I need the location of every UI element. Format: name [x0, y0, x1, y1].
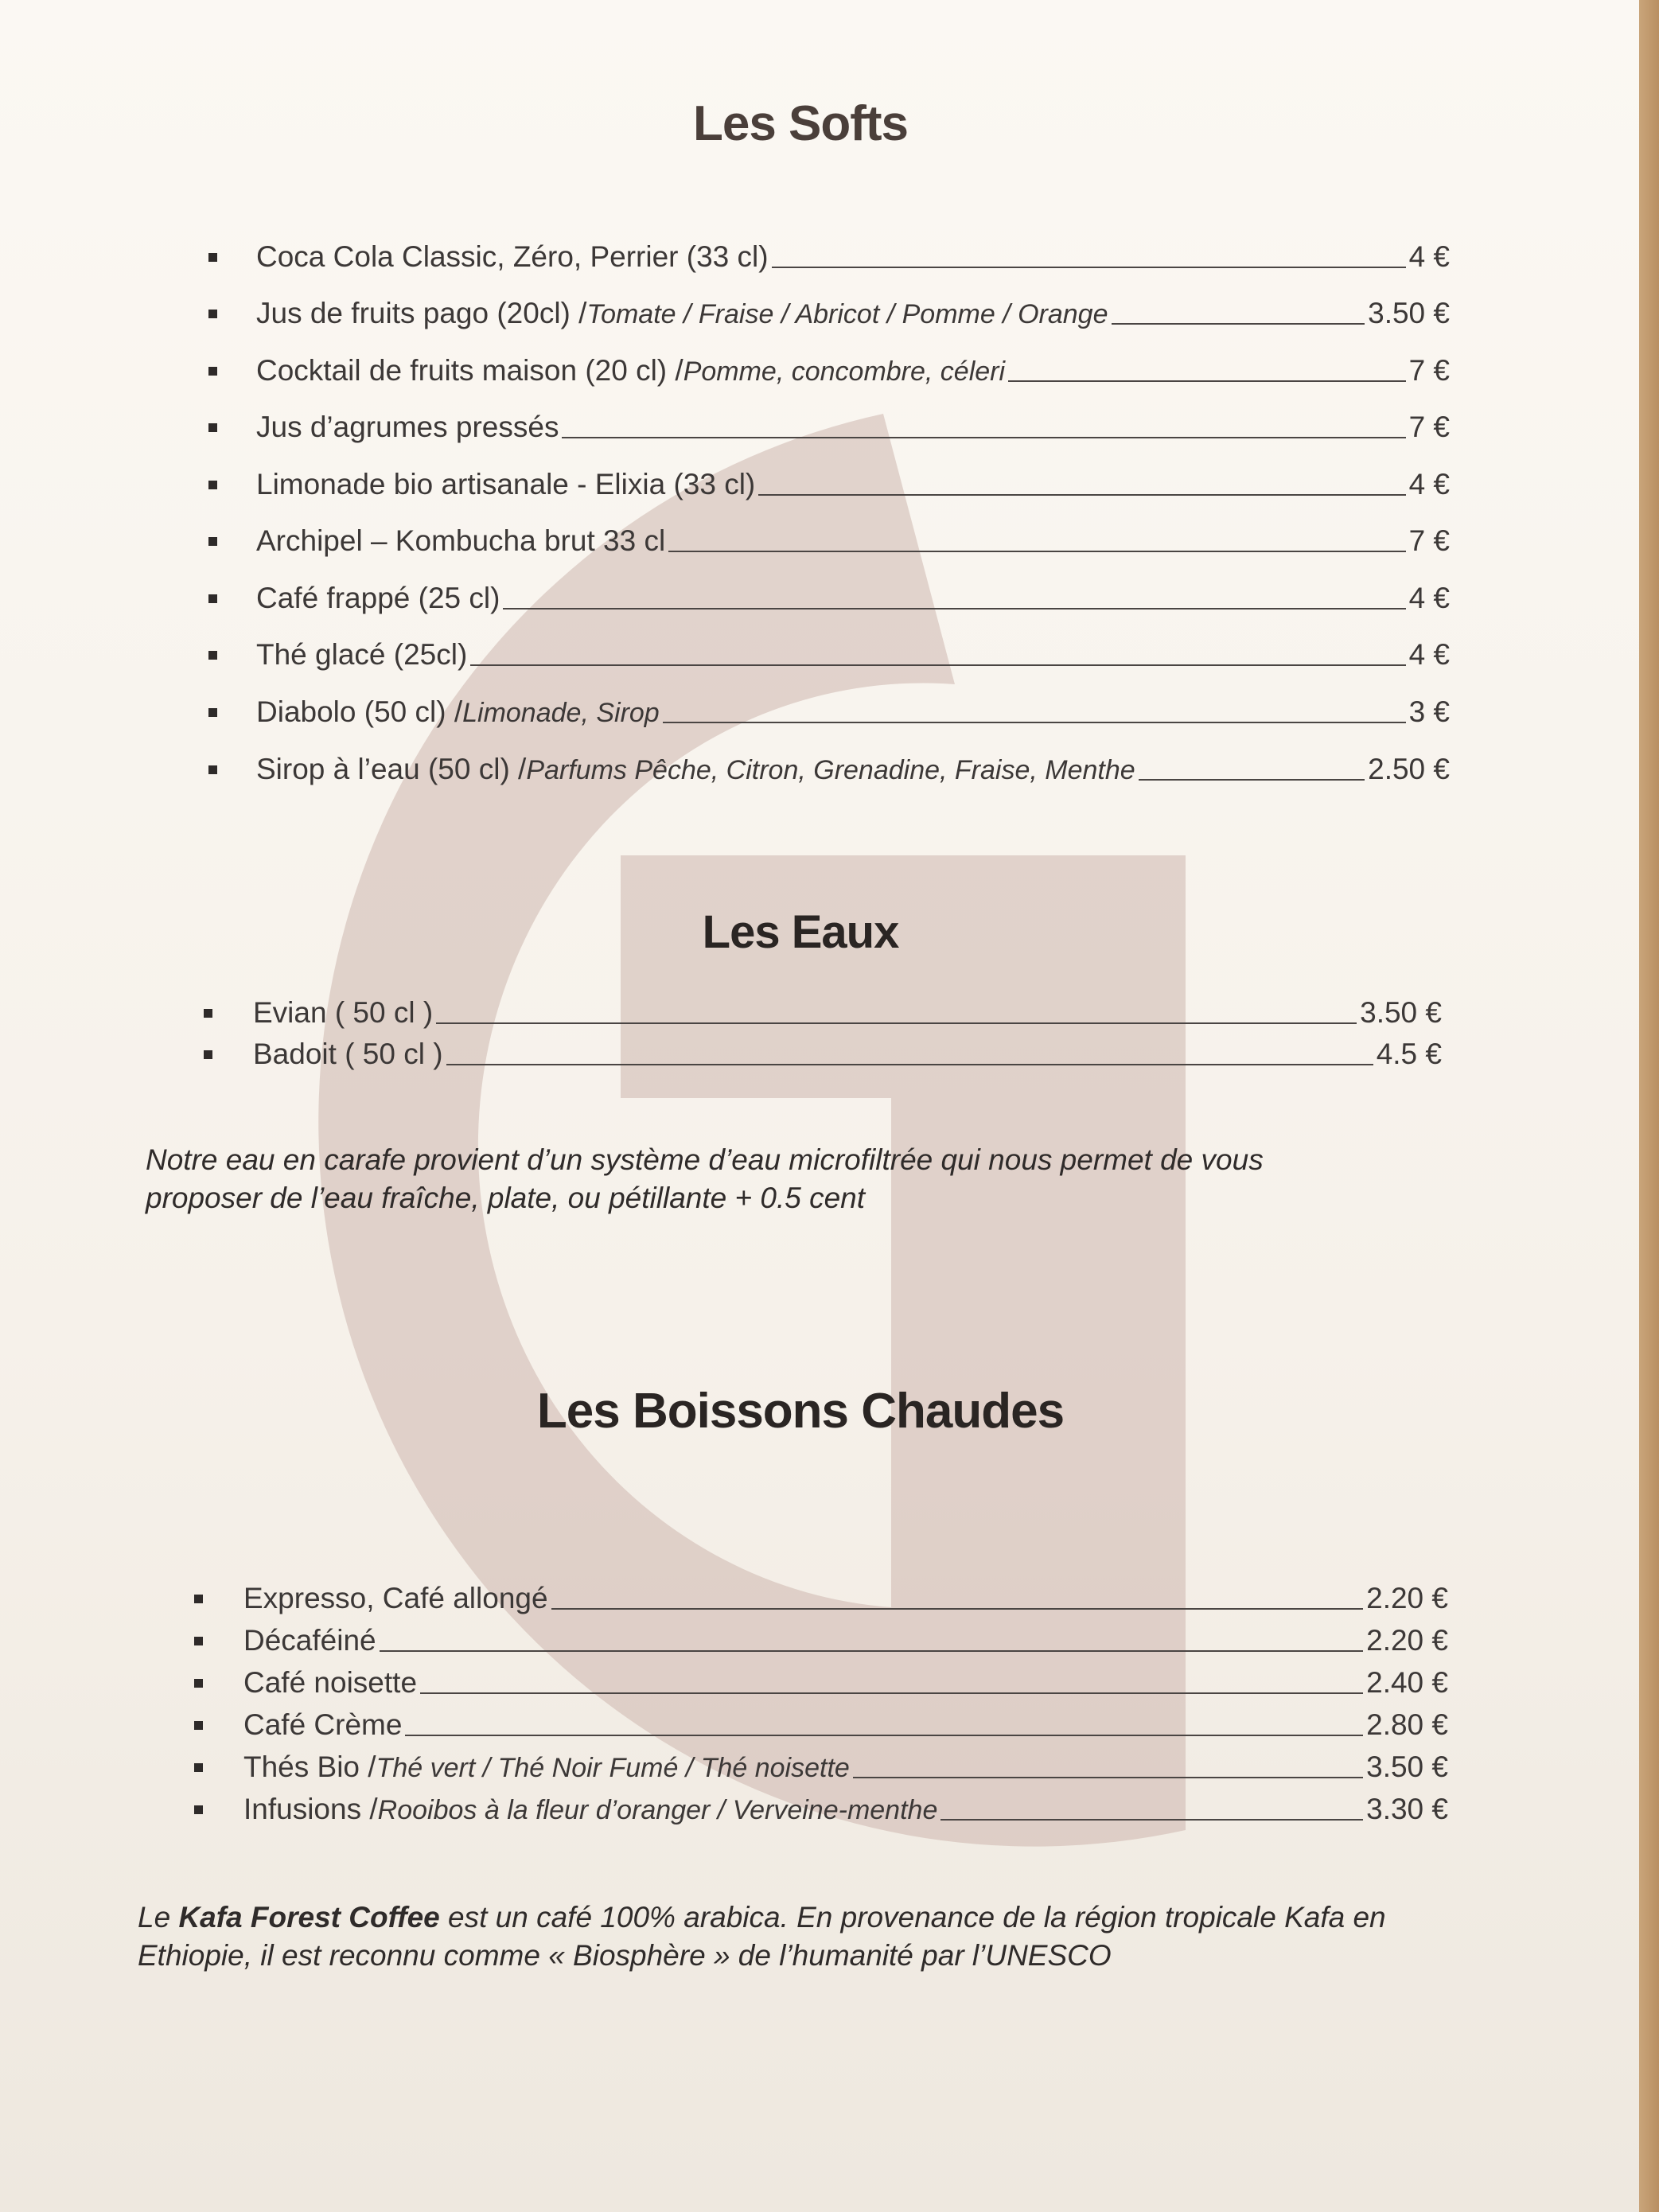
menu-item-price: 4 € [1408, 638, 1450, 671]
menu-item-price: 3.50 € [1366, 1751, 1448, 1783]
menu-item-price: 7 € [1408, 524, 1450, 557]
menu-item-name: Evian ( 50 cl ) [253, 996, 434, 1029]
bullet-icon [204, 1050, 212, 1059]
menu-item [253, 1039, 1442, 1069]
dot-leader-line [1112, 323, 1365, 325]
menu-item-price: 4 € [1408, 240, 1450, 273]
dot-leader-line [772, 267, 1406, 268]
menu-item [243, 1583, 1448, 1613]
menu-item-name: Diabolo (50 cl) / [256, 695, 463, 728]
menu-item-price: 4 € [1408, 468, 1450, 500]
dot-leader-line [551, 1608, 1364, 1610]
menu-item-name: Cocktail de fruits maison (20 cl) / [256, 354, 683, 387]
menu-item [256, 412, 1450, 442]
menu-item-name: Sirop à l’eau (50 cl) / [256, 753, 527, 785]
menu-item-detail: Thé vert / Thé Noir Fumé / Thé noisette [376, 1753, 850, 1783]
menu-item-name: Jus d’agrumes pressés [256, 411, 559, 443]
menu-item [256, 242, 1450, 271]
menu-item [243, 1794, 1448, 1824]
menu-item-price: 2.80 € [1366, 1708, 1448, 1741]
menu-item [256, 356, 1450, 385]
dot-leader-line [668, 551, 1405, 552]
dot-leader-line [503, 608, 1405, 609]
bullet-icon [208, 708, 217, 717]
menu-item [256, 640, 1450, 669]
dot-leader-line [405, 1735, 1363, 1736]
menu-item [243, 1668, 1448, 1697]
menu-item-name: Thé glacé (25cl) [256, 638, 468, 671]
dot-leader-line [853, 1777, 1363, 1778]
bullet-icon [194, 1763, 203, 1772]
menu-item-name: Décaféiné [243, 1624, 376, 1657]
menu-item [256, 754, 1450, 784]
menu-item [253, 998, 1442, 1027]
menu-item-detail: Rooibos à la fleur d’oranger / Verveine-menthe [377, 1795, 938, 1825]
menu-item-name: Jus de fruits pago (20cl) / [256, 297, 587, 329]
coffee-note-rest: est un café 100% arabica. En provenance de la région tropicale Kafa en [439, 1901, 1386, 1934]
menu-item-name: Limonade bio artisanale - Elixia (33 cl) [256, 468, 756, 500]
menu-item [243, 1752, 1448, 1782]
menu-item-name: Thés Bio / [243, 1751, 376, 1783]
dot-leader-line [758, 494, 1405, 496]
bullet-icon [208, 537, 217, 546]
dot-leader-line [940, 1819, 1363, 1821]
coffee-brand: Kafa Forest Coffee [178, 1901, 440, 1934]
menu-item-price: 7 € [1408, 354, 1450, 387]
menu-item-name: Café frappé (25 cl) [256, 582, 500, 614]
water-note-line-2: proposer de l’eau fraîche, plate, ou pétillante + 0.5 cent [146, 1182, 866, 1214]
bullet-icon [208, 423, 217, 432]
menu-item-price: 2.20 € [1366, 1582, 1448, 1614]
menu-item-price: 2.50 € [1368, 753, 1450, 785]
dot-leader-line [446, 1064, 1373, 1065]
bullet-icon [208, 594, 217, 603]
section-title-chaudes: Les Boissons Chaudes [536, 1384, 1065, 1439]
menu-item-price: 3.50 € [1368, 297, 1450, 329]
bullet-icon [208, 367, 217, 376]
menu-item-name: Expresso, Café allongé [243, 1582, 548, 1614]
menu-item [256, 697, 1450, 726]
menu-item-detail: Pomme, concombre, céleri [683, 356, 1006, 387]
bullet-icon [208, 481, 217, 489]
water-note [146, 1141, 1264, 1217]
dot-leader-line [1139, 779, 1365, 781]
menu-item [256, 583, 1450, 613]
menu-item-name: Café Crème [243, 1708, 403, 1741]
wooden-table-edge [1639, 0, 1659, 2212]
bullet-icon [194, 1595, 203, 1603]
coffee-note-line-2: Ethiopie, il est reconnu comme « Biosphère » de l’humanité par l’UNESCO [138, 1939, 1112, 1972]
menu-item [243, 1626, 1448, 1655]
menu-item-detail: Parfums Pêche, Citron, Grenadine, Fraise, Menthe [526, 755, 1135, 785]
dot-leader-line [1008, 380, 1406, 382]
coffee-note-line-1 [138, 1899, 1386, 1937]
bullet-icon [204, 1009, 212, 1018]
dot-leader-line [380, 1650, 1364, 1652]
coffee-note-prefix: Le [138, 1901, 179, 1934]
bullet-icon [194, 1721, 203, 1730]
bullet-icon [208, 253, 217, 262]
menu-item-price: 2.40 € [1366, 1666, 1448, 1699]
menu-item-price: 4 € [1408, 582, 1450, 614]
bullet-icon [208, 765, 217, 774]
menu-item-name: Café noisette [243, 1666, 418, 1699]
menu-item-detail: Tomate / Fraise / Abricot / Pomme / Orange [586, 299, 1108, 329]
coffee-note [138, 1899, 1386, 1975]
dot-leader-line [436, 1022, 1357, 1024]
section-title-softs: Les Softs [692, 96, 909, 151]
bullet-icon [194, 1637, 203, 1645]
menu-item-name: Coca Cola Classic, Zéro, Perrier (33 cl) [256, 240, 769, 273]
menu-item [256, 298, 1450, 328]
dot-leader-line [420, 1692, 1363, 1694]
menu-item [256, 469, 1450, 499]
menu-item-price: 2.20 € [1366, 1624, 1448, 1657]
menu-item [256, 526, 1450, 555]
bullet-icon [208, 651, 217, 660]
menu-item [243, 1710, 1448, 1739]
menu-item-price: 3.30 € [1366, 1793, 1448, 1825]
bullet-icon [194, 1679, 203, 1688]
dot-leader-line [562, 437, 1405, 438]
water-note-line-1: Notre eau en carafe provient d’un système d’eau microfiltrée qui nous permet de vous [146, 1143, 1264, 1176]
menu-item-price: 3 € [1408, 695, 1450, 728]
menu-item-price: 3.50 € [1360, 996, 1442, 1029]
section-title-eaux: Les Eaux [702, 906, 899, 958]
menu-item-name: Archipel – Kombucha brut 33 cl [256, 524, 666, 557]
bullet-icon [194, 1805, 203, 1814]
menu-item-name: Badoit ( 50 cl ) [253, 1038, 443, 1070]
menu-item-detail: Limonade, Sirop [462, 698, 660, 728]
menu-item-price: 4.5 € [1376, 1038, 1442, 1070]
menu-item-name: Infusions / [243, 1793, 378, 1825]
dot-leader-line [470, 664, 1405, 666]
bullet-icon [208, 310, 217, 318]
dot-leader-line [663, 722, 1406, 723]
menu-item-price: 7 € [1408, 411, 1450, 443]
